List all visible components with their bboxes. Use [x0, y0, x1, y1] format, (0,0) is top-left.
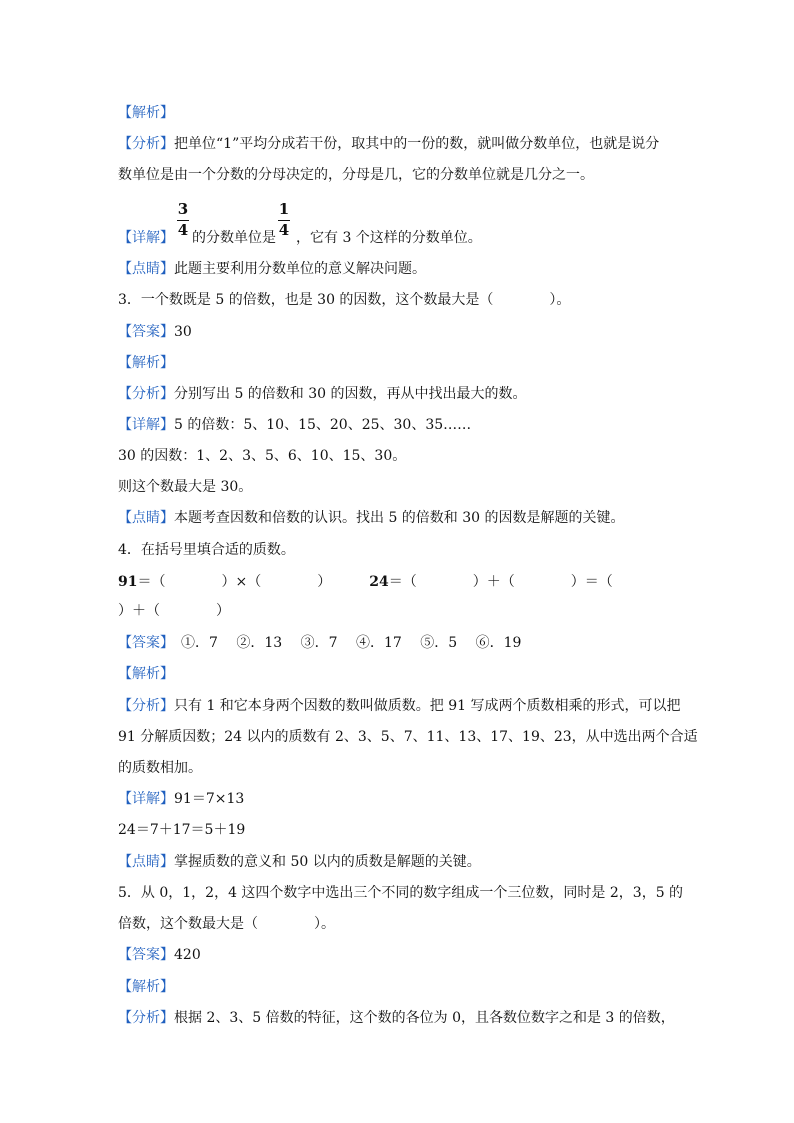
line-text: 把单位“1”平均分成若干份，取其中的一份的数，就叫做分数单位，也就是说分: [174, 136, 660, 152]
question-4: [118, 540, 295, 560]
tag-label: 【答案】: [118, 635, 167, 651]
question-3: [118, 290, 570, 310]
tag-label: 【分析】: [118, 386, 174, 402]
tag-label: 【详解】: [118, 791, 174, 807]
line-detail-4: [118, 789, 244, 809]
line-text: 数单位是由一个分数的分母决定的，分母是几，它的分数单位就是几分之一。: [118, 167, 594, 183]
tag-label: 【详解】: [118, 230, 174, 246]
fraction-mid-text: 的分数单位是: [192, 230, 276, 246]
line-detail-fraction: [118, 228, 482, 248]
tag-label: 【解析】: [118, 666, 174, 682]
line-text: 根据 2、3、5 倍数的特征，这个数的各位为 0，且各数位数字之和是 3 的倍数，: [174, 1010, 675, 1026]
question-4-equations: [118, 572, 613, 592]
line-fenxi-4: [118, 696, 681, 716]
line-dianjing-4: [118, 852, 481, 872]
tag-label: 【点睛】: [118, 854, 174, 870]
fraction-numerator: 1: [278, 200, 290, 218]
line-fenxi-1-cont: [118, 165, 594, 185]
tag-label: 【答案】: [118, 324, 174, 340]
fraction-numerator: 3: [177, 200, 189, 218]
line-fenxi-3: [118, 384, 527, 404]
line-detail-3b: [118, 446, 406, 466]
question-5-cont: [118, 914, 335, 934]
tag-label: 【解析】: [118, 355, 174, 371]
line-analysis-1: [118, 103, 174, 123]
line-text: ）＋（ ）: [118, 603, 230, 619]
equation-24-number: 24: [369, 574, 389, 590]
line-text: 91＝7×13: [174, 791, 245, 807]
equation-24-rest: ＝（ ）＋（ ）＝（: [388, 574, 613, 590]
equation-91-rest: ＝（ ）×（ ）: [137, 574, 332, 590]
line-fenxi-1: [118, 134, 659, 154]
fraction-denominator: 4: [177, 221, 189, 239]
line-text: 的质数相加。: [118, 760, 202, 776]
line-text: 30: [174, 324, 192, 340]
tag-label: 【分析】: [118, 698, 174, 714]
line-text: 24＝7＋17＝5＋19: [118, 822, 246, 838]
tag-label: 【答案】: [118, 947, 174, 963]
tag-label: 【分析】: [118, 136, 174, 152]
line-text: 5．从 0，1，2，4 这四个数字中选出三个不同的数字组成一个三位数，同时是 2，3，5 的: [118, 885, 684, 901]
fraction-end-text: ，它有 3 个这样的分数单位。: [296, 230, 482, 246]
tag-label: 【点睛】: [118, 261, 174, 277]
tag-label: 【解析】: [118, 979, 174, 995]
question-4-equations-cont: [118, 601, 230, 621]
line-fenxi-4c: [118, 758, 202, 778]
line-text: 4．在括号里填合适的质数。: [118, 542, 295, 558]
line-answer-3: [118, 322, 192, 342]
line-analysis-3: [118, 353, 174, 373]
tag-label: 【解析】: [118, 105, 174, 121]
line-text: 91 分解质因数；24 以内的质数有 2、3、5、7、11、13、17、19、23，从中选出两个合适: [118, 729, 698, 745]
tag-label: 【分析】: [118, 1010, 174, 1026]
line-detail-4b: [118, 820, 245, 840]
line-analysis-5: [118, 977, 174, 997]
line-answer-4: [118, 633, 521, 653]
line-text: 本题考查因数和倍数的认识。找出 5 的倍数和 30 的因数是解题的关键。: [174, 510, 625, 526]
tag-label: 【点睛】: [118, 510, 174, 526]
line-detail-3c: [118, 477, 252, 497]
line-dianjing-3: [118, 508, 625, 528]
question-5: [118, 883, 683, 903]
line-text: 倍数，这个数最大是（ ）。: [118, 916, 335, 932]
line-text: 只有 1 和它本身两个因数的数叫做质数。把 91 写成两个质数相乘的形式，可以把: [174, 698, 681, 714]
equation-91-number: 91: [118, 574, 138, 590]
line-text: 则这个数最大是 30。: [118, 479, 253, 495]
line-text: 3．一个数既是 5 的倍数，也是 30 的因数，这个数最大是（ ）。: [118, 292, 571, 308]
line-text: 此题主要利用分数单位的意义解决问题。: [174, 261, 426, 277]
line-text: 分别写出 5 的倍数和 30 的因数，再从中找出最大的数。: [174, 386, 527, 402]
fraction-denominator: 4: [278, 221, 290, 239]
line-text: 掌握质数的意义和 50 以内的质数是解题的关键。: [174, 854, 481, 870]
line-text: ①．7 ②．13 ③．7 ④．17 ⑤．5 ⑥．19: [167, 635, 522, 651]
line-text: 420: [174, 947, 201, 963]
line-fenxi-4b: [118, 727, 698, 747]
line-text: 5 的倍数：5、10、15、20、25、30、35……: [174, 417, 472, 433]
line-answer-5: [118, 945, 201, 965]
line-dianjing-1: [118, 259, 426, 279]
tag-label: 【详解】: [118, 417, 174, 433]
line-fenxi-5: [118, 1008, 675, 1028]
line-analysis-4: [118, 664, 174, 684]
line-detail-3: [118, 415, 471, 435]
line-text: 30 的因数：1、2、3、5、6、10、15、30。: [118, 448, 407, 464]
